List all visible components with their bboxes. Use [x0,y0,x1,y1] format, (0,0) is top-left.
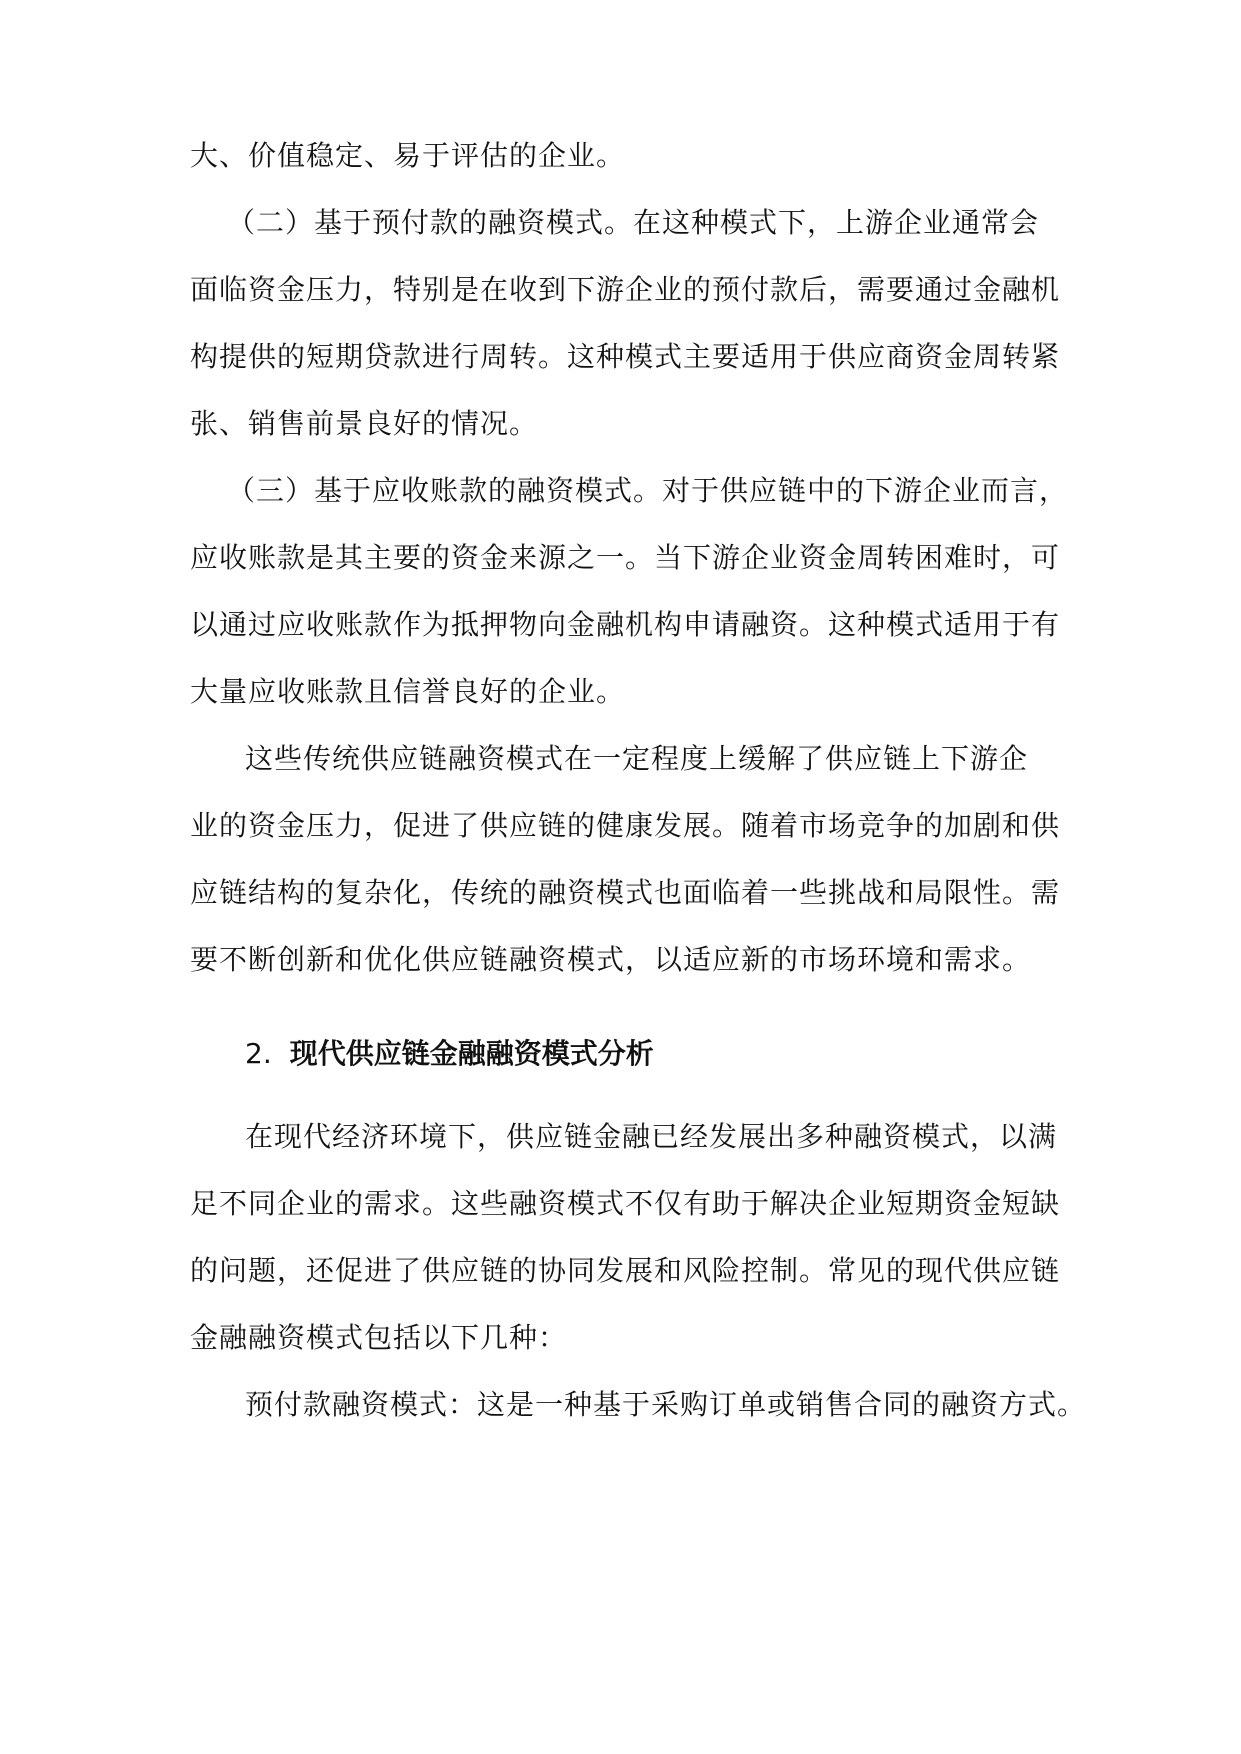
paragraph-line: 业的资金压力，促进了供应链的健康发展。随着市场竞争的加剧和供 [190,809,1061,842]
paragraph-line: 大量应收账款且信誉良好的企业。 [190,675,626,708]
paragraph-line: 预付款融资模式：这是一种基于采购订单或销售合同的融资方式。 [245,1388,1087,1421]
paragraph-line: 以通过应收账款作为抵押物向金融机构申请融资。这种模式适用于有 [190,608,1061,641]
paragraph-line: 构提供的短期贷款进行周转。这种模式主要适用于供应商资金周转紧 [190,340,1061,373]
section-number: 2. [245,1037,272,1070]
section-title: 现代供应链金融融资模式分析 [289,1037,654,1070]
paragraph-line: 的问题，还促进了供应链的协同发展和风险控制。常见的现代供应链 [190,1254,1061,1287]
paragraph-line: （二）基于预付款的融资模式。在这种模式下，上游企业通常会 [227,206,1040,239]
paragraph-line: （三）基于应收账款的融资模式。对于供应链中的下游企业而言， [227,474,1069,507]
section-heading [245,1034,654,1074]
paragraph-line: 在现代经济环境下，供应链金融已经发展出多种融资模式，以满 [245,1120,1058,1153]
paragraph-line: 张、销售前景良好的情况。 [190,407,539,440]
paragraph-line: 应链结构的复杂化，传统的融资模式也面临着一些挑战和局限性。需 [190,876,1061,909]
paragraph-line: 足不同企业的需求。这些融资模式不仅有助于解决企业短期资金短缺 [190,1187,1061,1220]
paragraph-line: 这些传统供应链融资模式在一定程度上缓解了供应链上下游企 [245,742,1029,775]
paragraph-line: 金融融资模式包括以下几种： [190,1321,568,1354]
paragraph-line: 要不断创新和优化供应链融资模式，以适应新的市场环境和需求。 [190,943,1032,976]
paragraph-line: 大、价值稳定、易于评估的企业。 [190,139,626,172]
paragraph-line: 面临资金压力，特别是在收到下游企业的预付款后，需要通过金融机 [190,273,1061,306]
paragraph-line: 应收账款是其主要的资金来源之一。当下游企业资金周转困难时，可 [190,541,1061,574]
